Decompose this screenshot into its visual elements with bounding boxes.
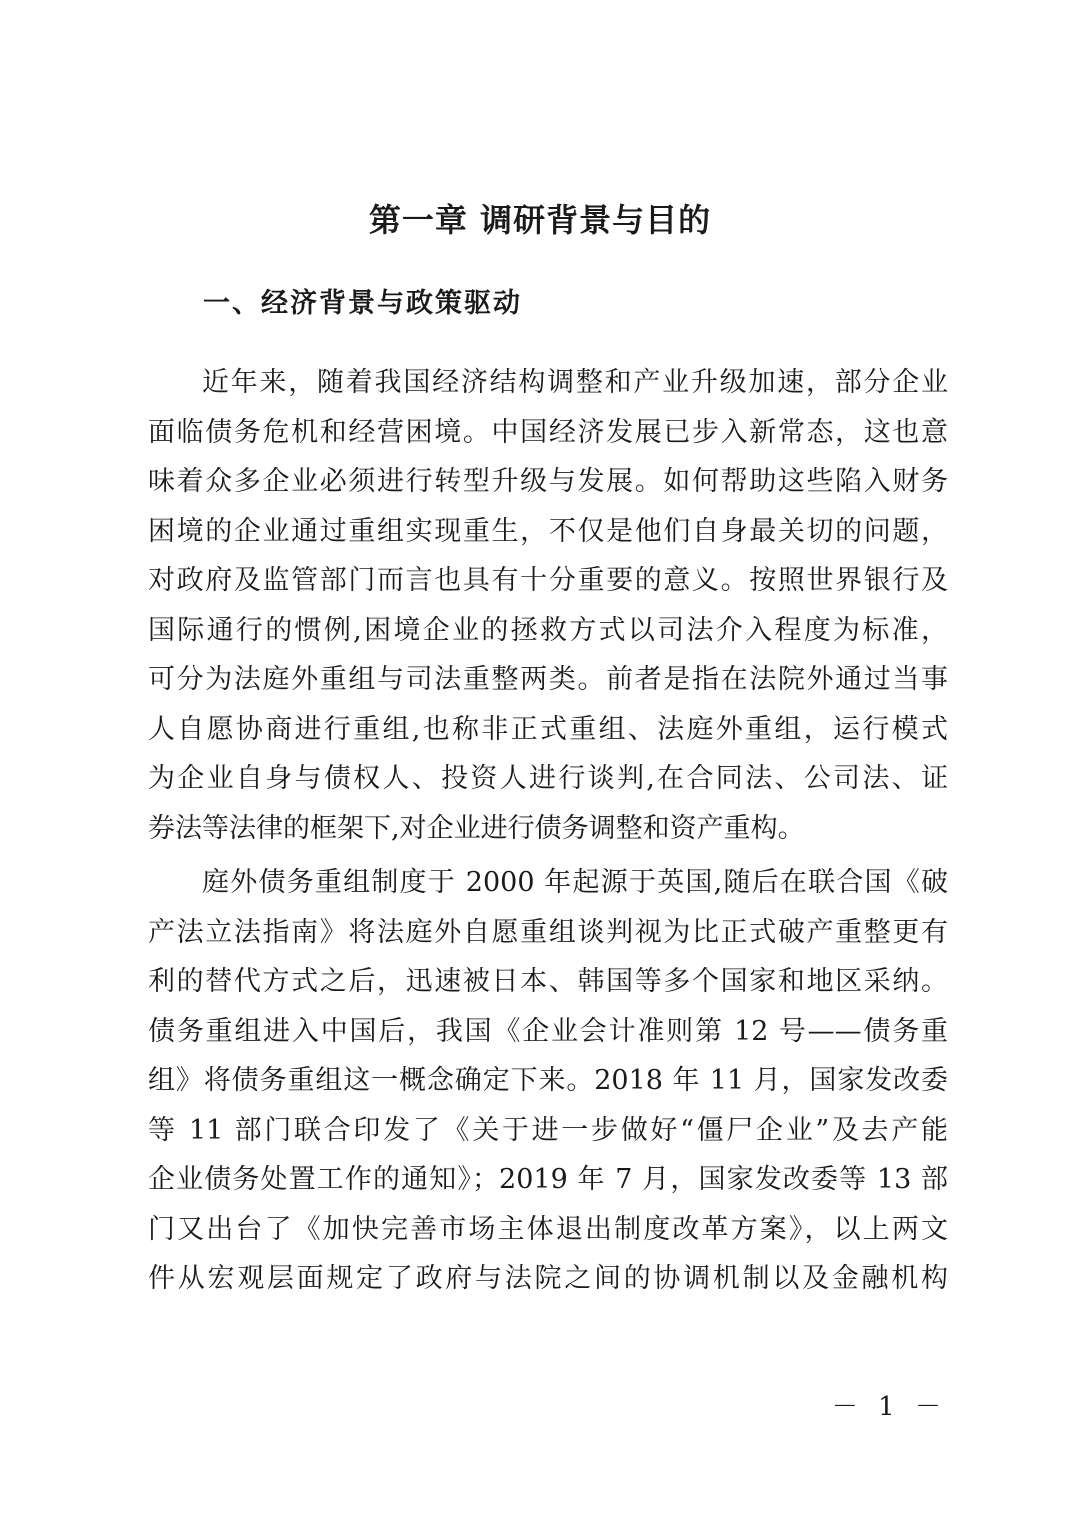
paragraph-2 (148, 858, 948, 1304)
paragraph-line: 债务重组进入中国后，我国《企业会计准则第 12 号——债务重 (148, 1015, 948, 1047)
paragraph-line: 味着众多企业必须进行转型升级与发展。如何帮助这些陷入财务 (148, 466, 948, 497)
chapter-title: 第一章 调研背景与目的 (368, 201, 712, 239)
paragraph-line: 组》将债务重组这一概念确定下来。2018 年 11 月，国家发改委 (148, 1065, 948, 1096)
paragraph-line: 企业债务处置工作的通知》；2019 年 7 月，国家发改委等 13 部 (148, 1164, 948, 1195)
paragraph-line: 庭外债务重组制度于 2000 年起源于英国,随后在联合国《破 (202, 867, 948, 898)
paragraph-line: 面临债务危机和经营困境。中国经济发展已步入新常态，这也意 (148, 416, 948, 448)
paragraph-line: 可分为法庭外重组与司法重整两类。前者是指在法院外通过当事 (148, 664, 948, 695)
paragraph-line: 券法等法律的框架下,对企业进行债务调整和资产重构。 (148, 812, 805, 844)
paragraph-line: 对政府及监管部门而言也具有十分重要的意义。按照世界银行及 (148, 565, 948, 596)
paragraph-line: 门又出台了《加快完善市场主体退出制度改革方案》，以上两文 (148, 1213, 948, 1245)
paragraph-line: 人自愿协商进行重组,也称非正式重组、法庭外重组，运行模式 (148, 713, 948, 745)
paragraph-line: 利的替代方式之后，迅速被日本、韩国等多个国家和地区采纳。 (148, 966, 948, 997)
paragraph-line: 件从宏观层面规定了政府与法院之间的协调机制以及金融机构 (148, 1263, 948, 1294)
paragraph-line: 国际通行的惯例,困境企业的拯救方式以司法介入程度为标准， (148, 614, 948, 646)
page-number: － 1 － (831, 1392, 947, 1422)
paragraph-line: 为企业自身与债权人、投资人进行谈判,在合同法、公司法、证 (148, 763, 948, 794)
paragraph-line: 等 11 部门联合印发了《关于进一步做好“僵尸企业”及去产能 (148, 1114, 948, 1146)
paragraph-1 (148, 358, 948, 853)
paragraph-line: 困境的企业通过重组实现重生，不仅是他们自身最关切的问题， (148, 515, 948, 547)
paragraph-line: 近年来，随着我国经济结构调整和产业升级加速，部分企业 (202, 367, 948, 398)
section-heading: 一、经济背景与政策驱动 (203, 288, 522, 319)
paragraph-line: 产法立法指南》将法庭外自愿重组谈判视为比正式破产重整更有 (148, 916, 948, 948)
